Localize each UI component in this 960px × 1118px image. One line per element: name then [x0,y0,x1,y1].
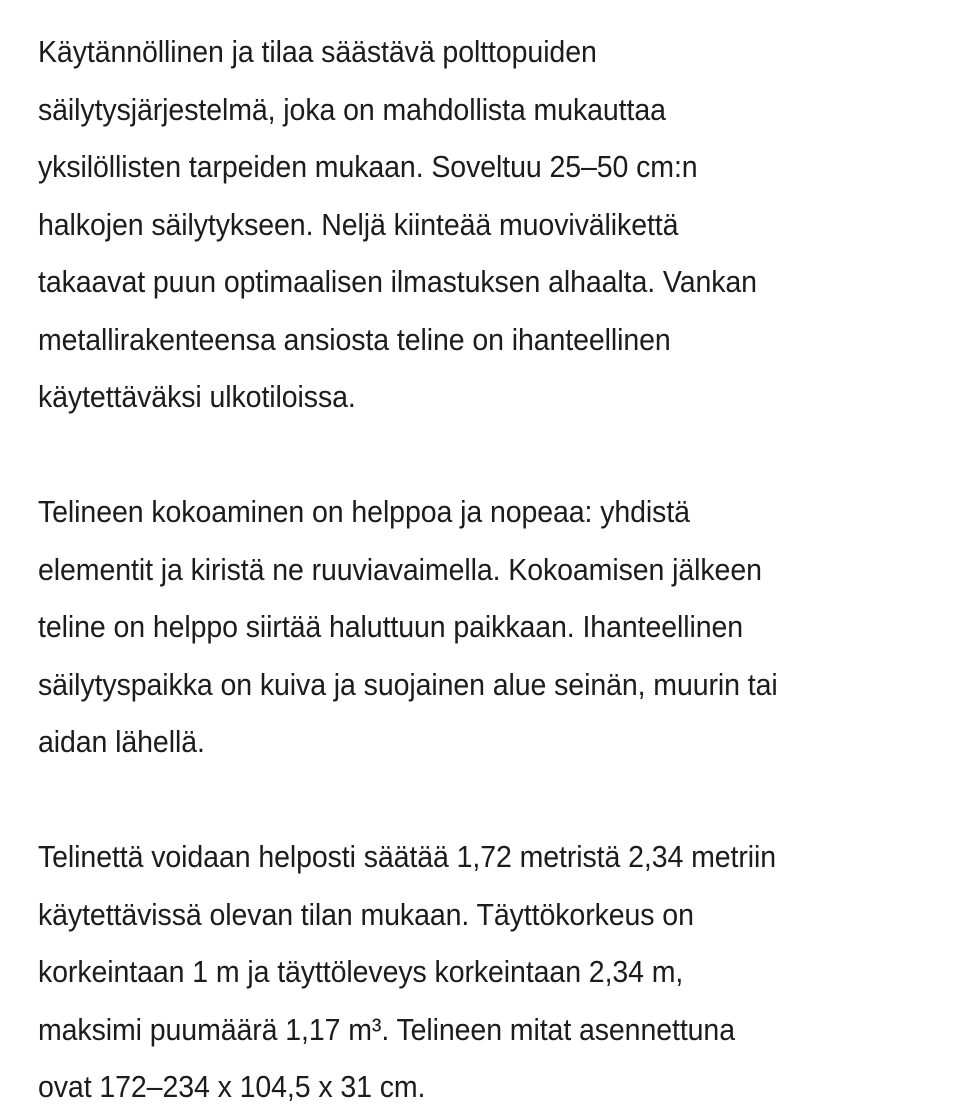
text-line: Telineen kokoaminen on helppoa ja nopeaa: yhdistä [38,494,690,529]
text-line: Telinettä voidaan helposti säätää 1,72 metristä 2,34 metriin [38,839,777,874]
text-line: teline on helppo siirtää haluttuun paikkaan. Ihanteellinen [38,609,744,644]
text-line: aidan lähellä. [38,724,205,759]
text-line: käytettäväksi ulkotiloissa. [38,379,356,414]
paragraph-dimensions [38,828,948,1116]
text-line: maksimi puumäärä 1,17 m³. Telineen mitat asennettuna [38,1011,735,1047]
text-line: metallirakenteensa ansiosta teline on ihanteellinen [38,321,671,357]
paragraph-spacer [38,426,948,484]
text-line: Käytännöllinen ja tilaa säästävä polttopuiden [38,34,597,69]
text-line: korkeintaan 1 m ja täyttöleveys korkeintaan 2,34 m, [38,954,684,989]
paragraph-assembly [38,483,948,771]
paragraph-spacer [38,771,948,829]
text-line: ovat 172–234 x 104,5 x 31 cm. [38,1069,426,1104]
product-description [38,23,948,1116]
text-line: yksilöllisten tarpeiden mukaan. Soveltuu 25–50 cm:n [38,149,698,184]
text-line: säilytysjärjestelmä, joka on mahdollista mukauttaa [38,91,666,127]
text-line: takaavat puun optimaalisen ilmastuksen alhaalta. Vankan [38,264,757,299]
text-line: halkojen säilytykseen. Neljä kiinteää muovivälikettä [38,206,679,242]
text-line: käytettävissä olevan tilan mukaan. Täyttökorkeus on [38,896,694,932]
text-line: säilytyspaikka on kuiva ja suojainen alue seinän, muurin tai [38,666,778,702]
paragraph-features [38,23,948,426]
text-line: elementit ja kiristä ne ruuviavaimella. Kokoamisen jälkeen [38,551,762,587]
